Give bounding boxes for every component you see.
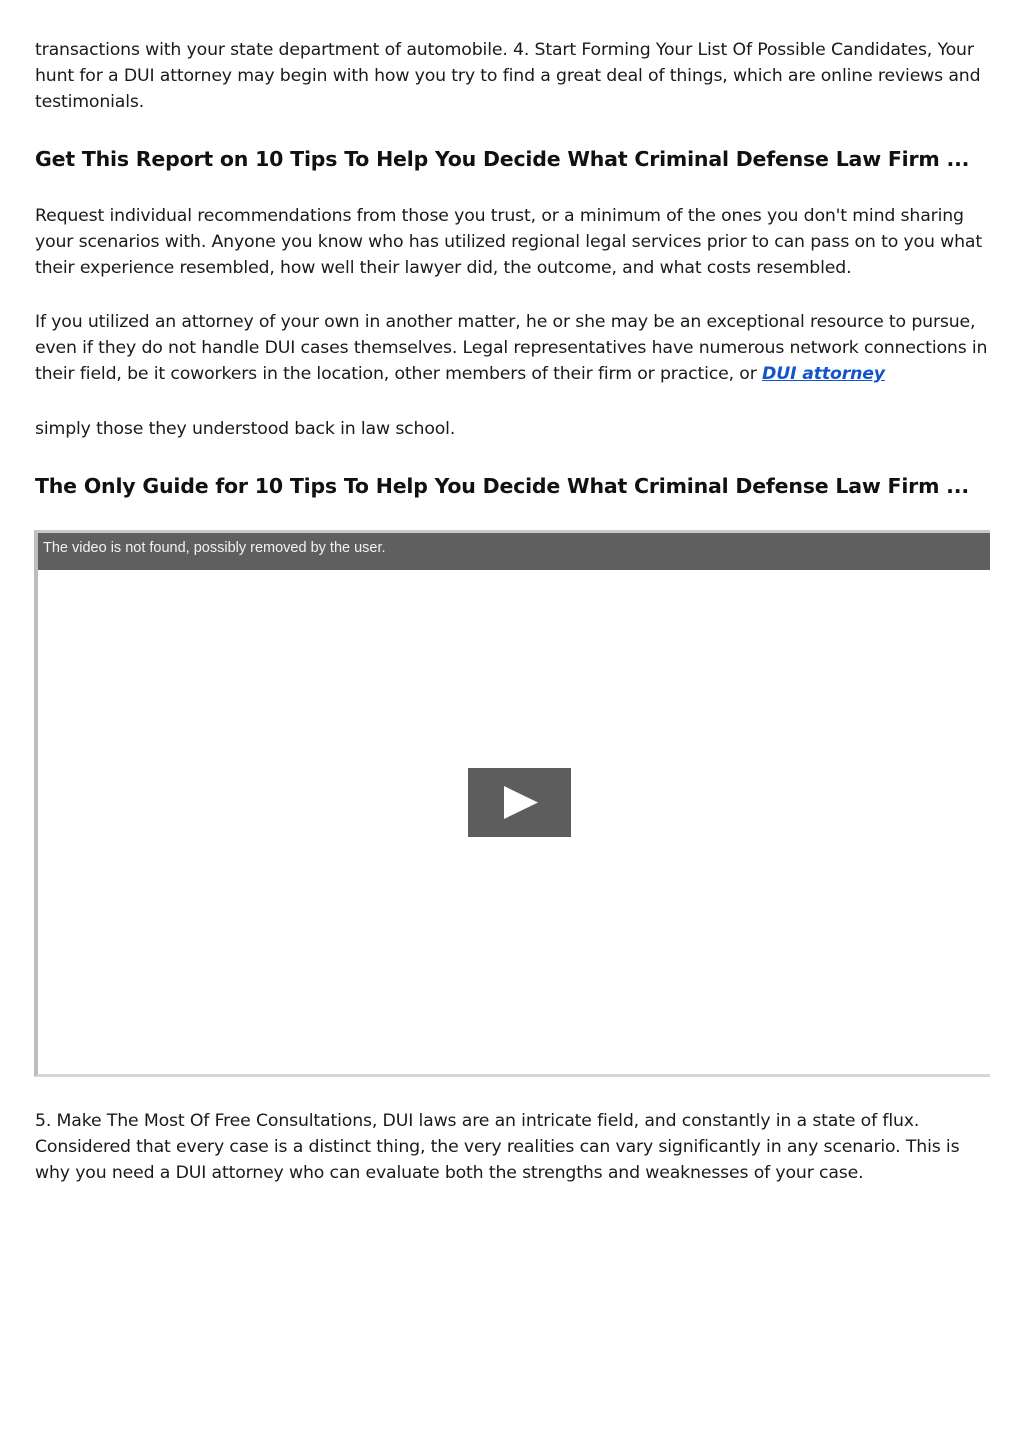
paragraph-consultations: 5. Make The Most Of Free Consultations, DUI laws are an intricate field, and constantly in a state of flux. Considered that every case is a distinct thing, the very realities can vary significantly in any scenario. This is why you need a DUI attorney who can evaluate both the strengths and weaknesses of your case.: [35, 1111, 960, 1183]
video-title-bar: [38, 533, 990, 570]
section-heading-2: The Only Guide for 10 Tips To Help You Decide What Criminal Defense Law Firm ...: [35, 474, 969, 498]
paragraph-recommendations: Request individual recommendations from those you trust, or a minimum of the ones you don't mind sharing your scenarios with. Anyone you know who has utilized regional legal services prior to can pass on to you what their experience resembled, how well their lawyer did, the outcome, and what costs resembled.: [35, 206, 982, 278]
paragraph-intro: transactions with your state department of automobile. 4. Start Forming Your List Of Possible Candidates, Your hunt for a DUI attorney may begin with how you try to find a great deal of things, which are online reviews and testimonials.: [35, 40, 981, 112]
video-embed[interactable]: [34, 530, 990, 1077]
section-heading-1: Get This Report on 10 Tips To Help You Decide What Criminal Defense Law Firm ...: [35, 147, 970, 171]
paragraph-attorney-resource: [35, 309, 993, 387]
play-button[interactable]: [468, 768, 571, 837]
dui-attorney-link[interactable]: DUI attorney: [762, 364, 885, 384]
paragraph-attorney-resource-text: If you utilized an attorney of your own in another matter, he or she may be an exceptional resource to pursue, even if they do not handle DUI cases themselves. Legal representatives have numerous network connections in their field, be it coworkers in the location, other members of their firm or practice, or: [35, 312, 988, 384]
video-error-message: The video is not found, possibly removed by the user.: [43, 540, 386, 556]
paragraph-law-school: simply those they understood back in law school.: [35, 419, 456, 439]
play-icon: [504, 786, 538, 819]
